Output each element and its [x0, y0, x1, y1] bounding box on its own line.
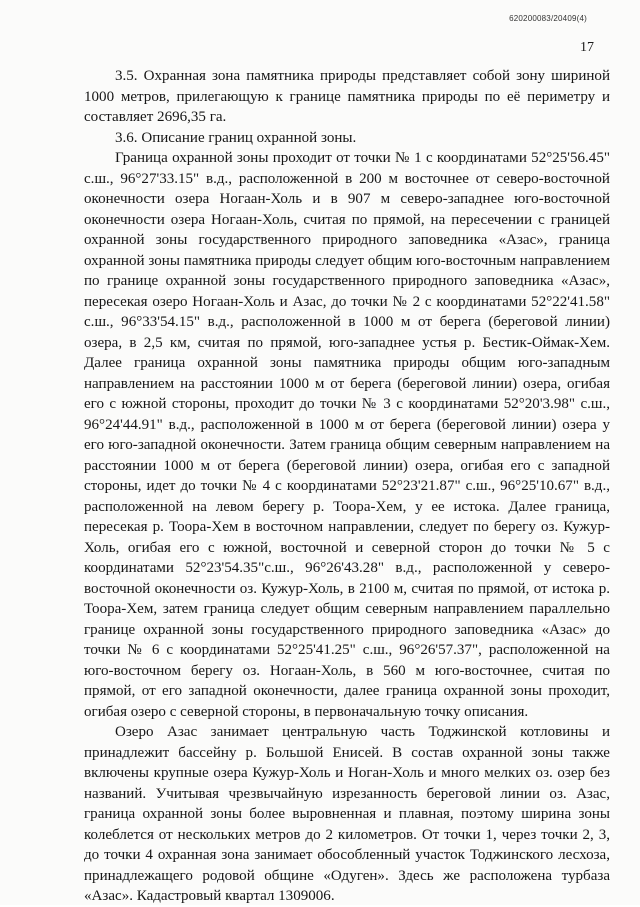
- paragraph-3-5-protection-zone: 3.5. Охранная зона памятника природы представляет собой зону шириной 1000 метров, прилегающую к границе памятника природы по её периметру и составляет 2696,35 га.: [84, 68, 610, 125]
- paragraph-3-6-heading: 3.6. Описание границ охранной зоны.: [115, 129, 357, 146]
- document-id: 620200083/20409(4): [509, 14, 587, 23]
- paragraph-lake-azas: Озеро Азас занимает центральную часть Тоджинской котловины и принадлежит бассейну р. Большой Енисей. В состав охранной зоны также включены крупные озера Кужур-Холь и Ноган-Холь и много мелких оз. озер без названий. Учитывая чрезвычайную изрезанность береговой линии оз. Азас, граница охранной зоны более выровненная и плавная, поэтому ширина зоны колеблется от нескольких метров до 2 километров. От точки 1, через точки 2, 3, до точки 4 охранная зона занимает обособленный участок Тоджинского лесхоза, принадлежащего родовой общине «Одуген». Здесь же расположена турбаза «Азас». Кадастровый квартал 1309006.: [84, 724, 610, 904]
- page-number: 17: [580, 40, 594, 55]
- document-body: [84, 66, 610, 907]
- paragraph-boundary-description: Граница охранной зоны проходит от точки № 1 с координатами 52°25'56.45" с.ш., 96°27'33.15" в.д., расположенной в 200 м восточнее от северо-восточной оконечности озера Ногаан-Холь и в 907 м северо-западнее юго-восточной оконечности озера Ногаан-Холь, считая по прямой, на пересечении с границей охранной зоны государственного природного заповедника «Азас», граница охранной зоны памятника природы следует общим юго-восточным направлением по границе охранной зоны государственного природного заповедника «Азас», пересекая озеро Ногаан-Холь и Азас, до точки № 2 с координатами 52°22'41.58" с.ш., 96°33'54.15" в.д., расположенной в 1000 м от берега (береговой линии) озера, в 2,5 км, считая по прямой, юго-западнее устья р. Бестик-Оймак-Хем. Далее граница охранной зоны памятника природы общим юго-западным направлением на расстоянии 1000 м от берега (береговой линии) озера, огибая его с южной стороны, проходит до точки № 3 с координатами 52°20'3.98" с.ш., 96°24'44.91" в.д., расположенной в 1000 м от берега (береговой линии) озера у его юго-западной оконечности. Затем граница общим северным направлением на расстоянии 1000 м от берега (береговой линии) озера, огибая его с западной стороны, идет до точки № 4 с координатами 52°23'21.87" с.ш., 96°25'10.67" в.д., расположенной на левом берегу р. Тоора-Хем, у ее истока. Далее граница, пересекая р. Тоора-Хем в восточном направлении, следует по берегу оз. Кужур-Холь, огибая его с южной, восточной и северной сторон до точки № 5 с координатами 52°23'54.35"с.ш., 96°26'43.28" в.д., расположенной у северо-восточной оконечности оз. Кужур-Холь, в 2100 м, считая по прямой, от истока р. Тоора-Хем, затем граница следует общим северным направлением параллельно границе охранной зоны государственного природного заповедника «Азас» до точки № 6 с координатами 52°25'41.25" с.ш., 96°26'57.37", расположенной на юго-восточном берегу оз. Ногаан-Холь, в 560 м юго-восточнее, считая по прямой, от его западной оконечности, далее граница охранной зоны проходит, огибая озеро с северной стороны, в первоначальную точку описания.: [84, 150, 610, 720]
